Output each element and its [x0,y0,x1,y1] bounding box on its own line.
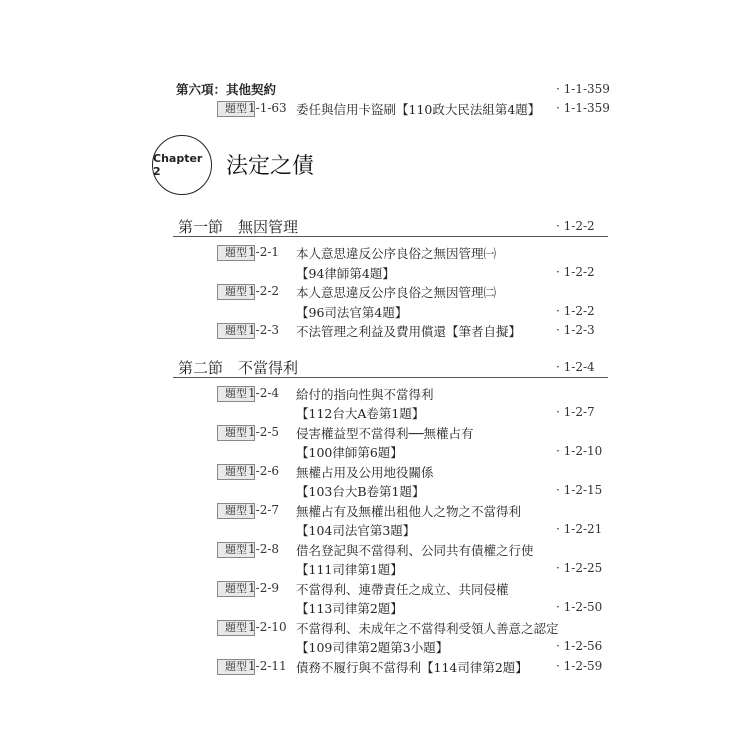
question-page: · 1-2-50 [556,600,603,614]
question-title: 無權占有及無權出租他人之物之不當得利 [296,504,522,519]
question-title: 本人意思違反公序良俗之無因管理㈠ [296,246,497,261]
question-type-badge: 題型 [217,503,255,519]
question-source: 【104司法官第3題】 [296,523,416,538]
section-divider [173,377,608,378]
question-type-badge: 題型 [217,284,255,300]
section-page: · 1-2-2 [556,219,595,233]
section-title: 第一節 無因管理 [178,218,299,236]
question-type-badge: 題型 [217,245,255,261]
question-number: 1-2-3 [248,323,280,337]
question-type-badge: 題型 [217,620,255,636]
question-title: 不當得利、未成年之不當得利受領人善意之認定 [296,621,559,636]
question-number: 1-2-2 [248,284,280,298]
question-number: 1-2-5 [248,425,280,439]
question-source: 【103台大B卷第1題】 [296,484,425,499]
question-number: 1-1-63 [248,101,287,115]
question-number: 1-2-9 [248,581,280,595]
question-title: 不法管理之利益及費用償還【筆者自擬】 [296,324,522,339]
question-page: · 1-2-2 [556,265,595,279]
question-number: 1-2-10 [248,620,287,634]
question-source: 【111司律第1題】 [296,562,403,577]
question-title: 不當得利、連帶責任之成立、共同侵權 [296,582,509,597]
chapter-title: 法定之債 [226,154,315,179]
question-type-badge: 題型 [217,659,255,675]
chapter-badge [152,135,212,195]
question-number: 1-2-6 [248,464,280,478]
question-page: · 1-2-3 [556,323,595,337]
question-number: 1-2-1 [248,245,280,259]
question-type-badge: 題型 [217,425,255,441]
question-source: 【100律師第6題】 [296,445,403,460]
question-page: · 1-2-59 [556,659,603,673]
section-title: 第二節 不當得利 [178,359,299,377]
question-source: 【109司律第2題第3小題】 [296,640,449,655]
question-title: 給付的指向性與不當得利 [296,387,434,402]
question-title: 借名登記與不當得利、公同共有債權之行使 [296,543,534,558]
question-page: · 1-2-21 [556,522,603,536]
question-type-badge: 題型 [217,323,255,339]
question-title: 本人意思違反公序良俗之無因管理㈡ [296,285,497,300]
question-number: 1-2-7 [248,503,280,517]
question-page: · 1-2-7 [556,405,595,419]
question-title: 債務不履行與不當得利【114司律第2題】 [296,660,528,675]
chapter-badge-label: Chapter 2 [153,152,203,178]
question-type-badge: 題型 [217,101,255,117]
question-page: · 1-2-25 [556,561,603,575]
section-divider [173,236,608,237]
subsection-page: · 1-1-359 [556,82,610,96]
question-type-badge: 題型 [217,542,255,558]
subsection-heading: 第六項：其他契約 [176,82,277,97]
question-number: 1-2-11 [248,659,287,673]
question-page: · 1-2-2 [556,304,595,318]
section-page: · 1-2-4 [556,360,595,374]
question-type-badge: 題型 [217,386,255,402]
question-source: 【112台大A卷第1題】 [296,406,425,421]
question-type-badge: 題型 [217,464,255,480]
question-page: · 1-2-10 [556,444,603,458]
question-title: 委任與信用卡盜刷【110政大民法組第4題】 [296,102,541,117]
question-source: 【94律師第4題】 [296,266,395,281]
question-title: 無權占用及公用地役關係 [296,465,434,480]
question-page: · 1-2-15 [556,483,603,497]
question-type-badge: 題型 [217,581,255,597]
question-title: 侵害權益型不當得利──無權占有 [296,426,474,441]
question-page: · 1-2-56 [556,639,603,653]
question-number: 1-2-4 [248,386,280,400]
question-number: 1-2-8 [248,542,280,556]
question-source: 【113司律第2題】 [296,601,403,616]
question-source: 【96司法官第4題】 [296,305,408,320]
question-page: · 1-1-359 [556,101,610,115]
